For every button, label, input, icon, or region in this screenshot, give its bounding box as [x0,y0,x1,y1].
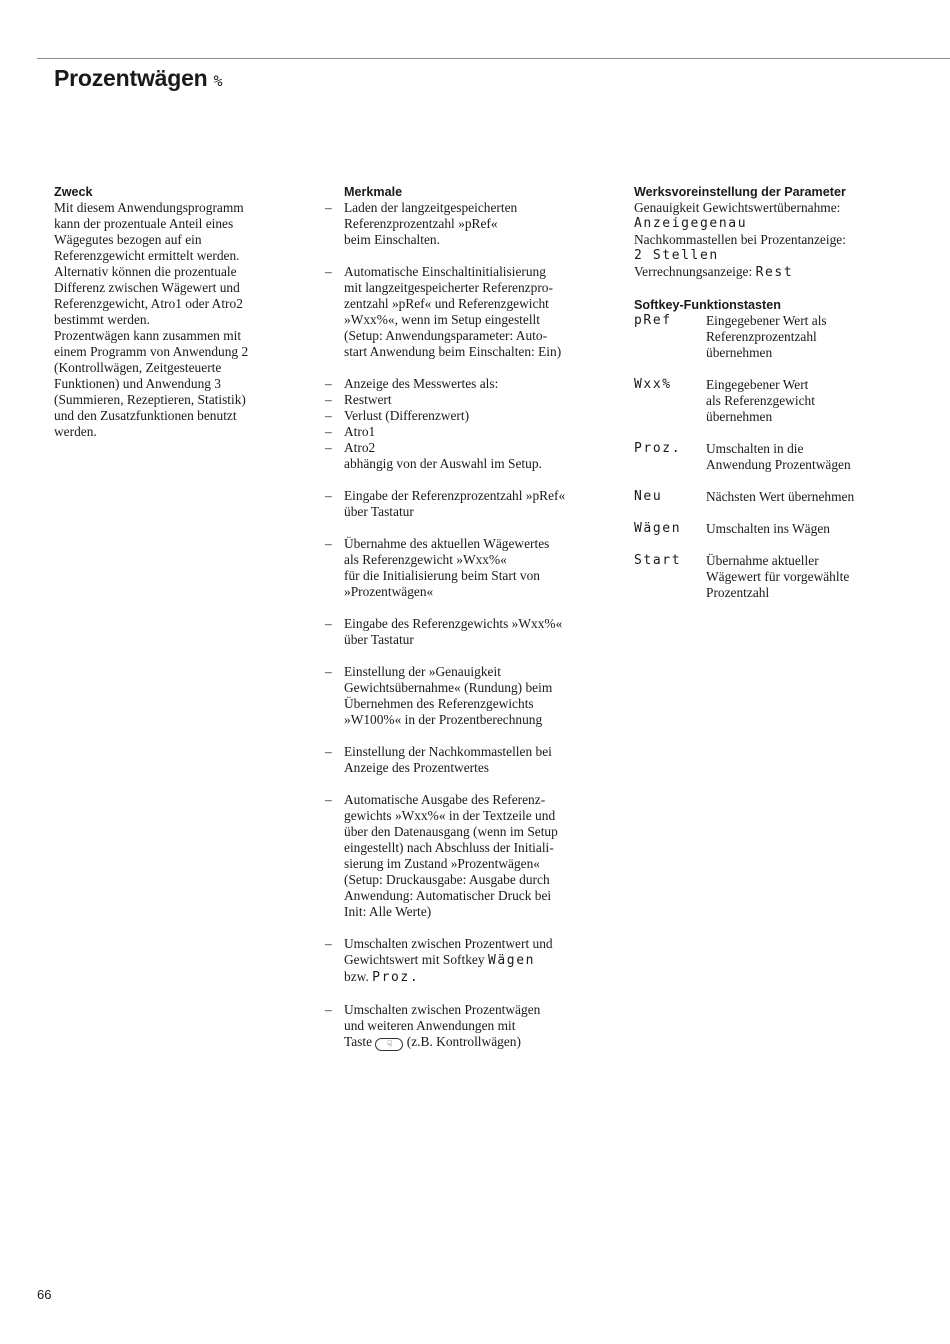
softkey-row-neu [634,489,950,505]
list-item: – Laden der langzeitgespeicherten Referenzprozentzahl »pRef« beim Einschalten. [325,200,590,248]
zweck-line: Wägegutes bezogen auf ein [54,232,202,247]
list-item: – Übernahme des aktuellen Wägewertes als Referenzgewicht »Wxx%« für die Initialisierung beim Start von »Prozentwägen« [325,536,590,600]
softkey-row-wxx [634,377,950,425]
list-item: – Anzeige des Messwertes als: [325,376,590,392]
zweck-line: Mit diesem Anwendungsprogramm [54,200,244,215]
softkey-row-pref [634,313,950,361]
page-title-text: Prozentwägen [54,65,208,91]
list-item: – Eingabe der Referenzprozentzahl »pRef« über Tastatur [325,488,590,520]
list-item: – Restwert [325,392,590,408]
softkey-name: Proz. [634,441,682,456]
softkey-desc: Nächsten Wert übernehmen [706,489,855,504]
zweck-line: Differenz zwischen Wägewert und [54,280,240,295]
page-number: 66 [37,1287,52,1302]
verrechnung-row [634,264,950,281]
page-title [54,62,222,97]
merkmale-list [325,200,590,1051]
softkeys-table [634,313,950,601]
list-item: – Automatische Ausgabe des Referenz- gewichts »Wxx%« in der Textzeile und über den Datenausgang (wenn im Setup eingestellt) nach Abschluss der Initiali- sierung im Zustand »Prozentwägen« (Setup: Druckausgabe: Ausgabe durch Anwendung: Automatischer Druck bei Init: Alle Werte) [325,792,590,920]
softkey-label-waegen: Wägen [487,953,536,968]
list-item: – Eingabe des Referenzgewichts »Wxx%« über Tastatur [325,616,590,648]
zweck-line: bestimmt werden. [54,312,150,327]
softkey-row-start [634,553,950,601]
list-item: – Atro1 [325,424,590,440]
merkmale-heading: Merkmale [344,185,403,199]
zweck-line: werden. [54,424,97,439]
list-item: – Atro2 abhängig von der Auswahl im Setup. [325,440,590,472]
genauigkeit-value: Anzeigegenau [634,216,748,231]
werks-section [634,184,950,601]
softkey-label-proz: Proz. [372,970,420,985]
list-item: – Verlust (Differenzwert) [325,408,590,424]
verrechnung-label: Verrechnungsanzeige: [634,264,756,279]
zweck-line: Funktionen) und Anwendung 3 [54,376,222,391]
zweck-heading: Zweck [54,185,93,199]
nachkomma-value: 2 Stellen [634,248,719,263]
werks-heading: Werksvoreinstellung der Parameter [634,185,846,199]
zweck-line: (Kontrollwägen, Zeitgesteuerte [54,360,222,375]
percent-icon: % [213,72,223,90]
list-item: – Einstellung der Nachkommastellen bei Anzeige des Prozentwertes [325,744,590,776]
list-item: – Umschalten zwischen Prozentwert und Gewichtswert mit Softkey Wägen bzw. Proz. [325,936,590,986]
verrechnung-value: Rest [755,265,794,280]
zweck-line: Referenzgewicht ermittelt werden. [54,248,240,263]
softkey-desc: Umschalten in die Anwendung Prozentwägen [706,441,851,472]
softkeys-heading: Softkey-Funktionstasten [634,298,781,312]
softkey-name: Start [634,553,682,568]
softkey-name: Wxx% [634,377,672,392]
nachkomma-label: Nachkommastellen bei Prozentanzeige: [634,232,846,247]
application-key-icon: ☟ [375,1038,403,1051]
softkey-desc: Eingegebener Wert als Referenzprozentzahl übernehmen [706,313,827,360]
zweck-section [54,184,279,440]
softkey-name: Wägen [634,521,682,536]
softkey-desc: Übernahme aktueller Wägewert für vorgewählte Prozentzahl [706,553,850,600]
softkey-name: Neu [634,489,663,504]
zweck-line: kann der prozentuale Anteil eines [54,216,234,231]
zweck-line: (Summieren, Rezeptieren, Statistik) [54,392,246,407]
zweck-line: einem Programm von Anwendung 2 [54,344,249,359]
softkey-desc: Umschalten ins Wägen [706,521,830,536]
zweck-line: Referenzgewicht, Atro1 oder Atro2 [54,296,243,311]
softkey-name: pRef [634,313,672,328]
softkey-row-waegen [634,521,950,537]
genauigkeit-label: Genauigkeit Gewichtswertübernahme: [634,200,841,215]
zweck-line: Prozentwägen kann zusammen mit [54,328,242,343]
merkmale-section [325,184,590,1051]
list-item: – Einstellung der »Genauigkeit Gewichtsübernahme« (Rundung) beim Übernehmen des Referenzgewichts »W100%« in der Prozentberechnung [325,664,590,728]
top-rule [37,58,950,59]
list-item: – Automatische Einschaltinitialisierung mit langzeitgespeicherter Referenzpro- zentzahl »pRef« und Referenzgewicht »Wxx%«, wenn im Setup eingestellt (Setup: Anwendungsparameter: Auto- start Anwendung beim Einschalten: Ein) [325,264,590,360]
zweck-line: Alternativ können die prozentuale [54,264,237,279]
softkey-desc: Eingegebener Wert als Referenzgewicht übernehmen [706,377,815,424]
zweck-line: und den Zusatzfunktionen benutzt [54,408,237,423]
softkey-row-proz [634,441,950,473]
zweck-text [54,200,279,440]
list-item: – Umschalten zwischen Prozentwägen und weiteren Anwendungen mit Taste ☟ (z.B. Kontrollwägen) [325,1002,590,1051]
